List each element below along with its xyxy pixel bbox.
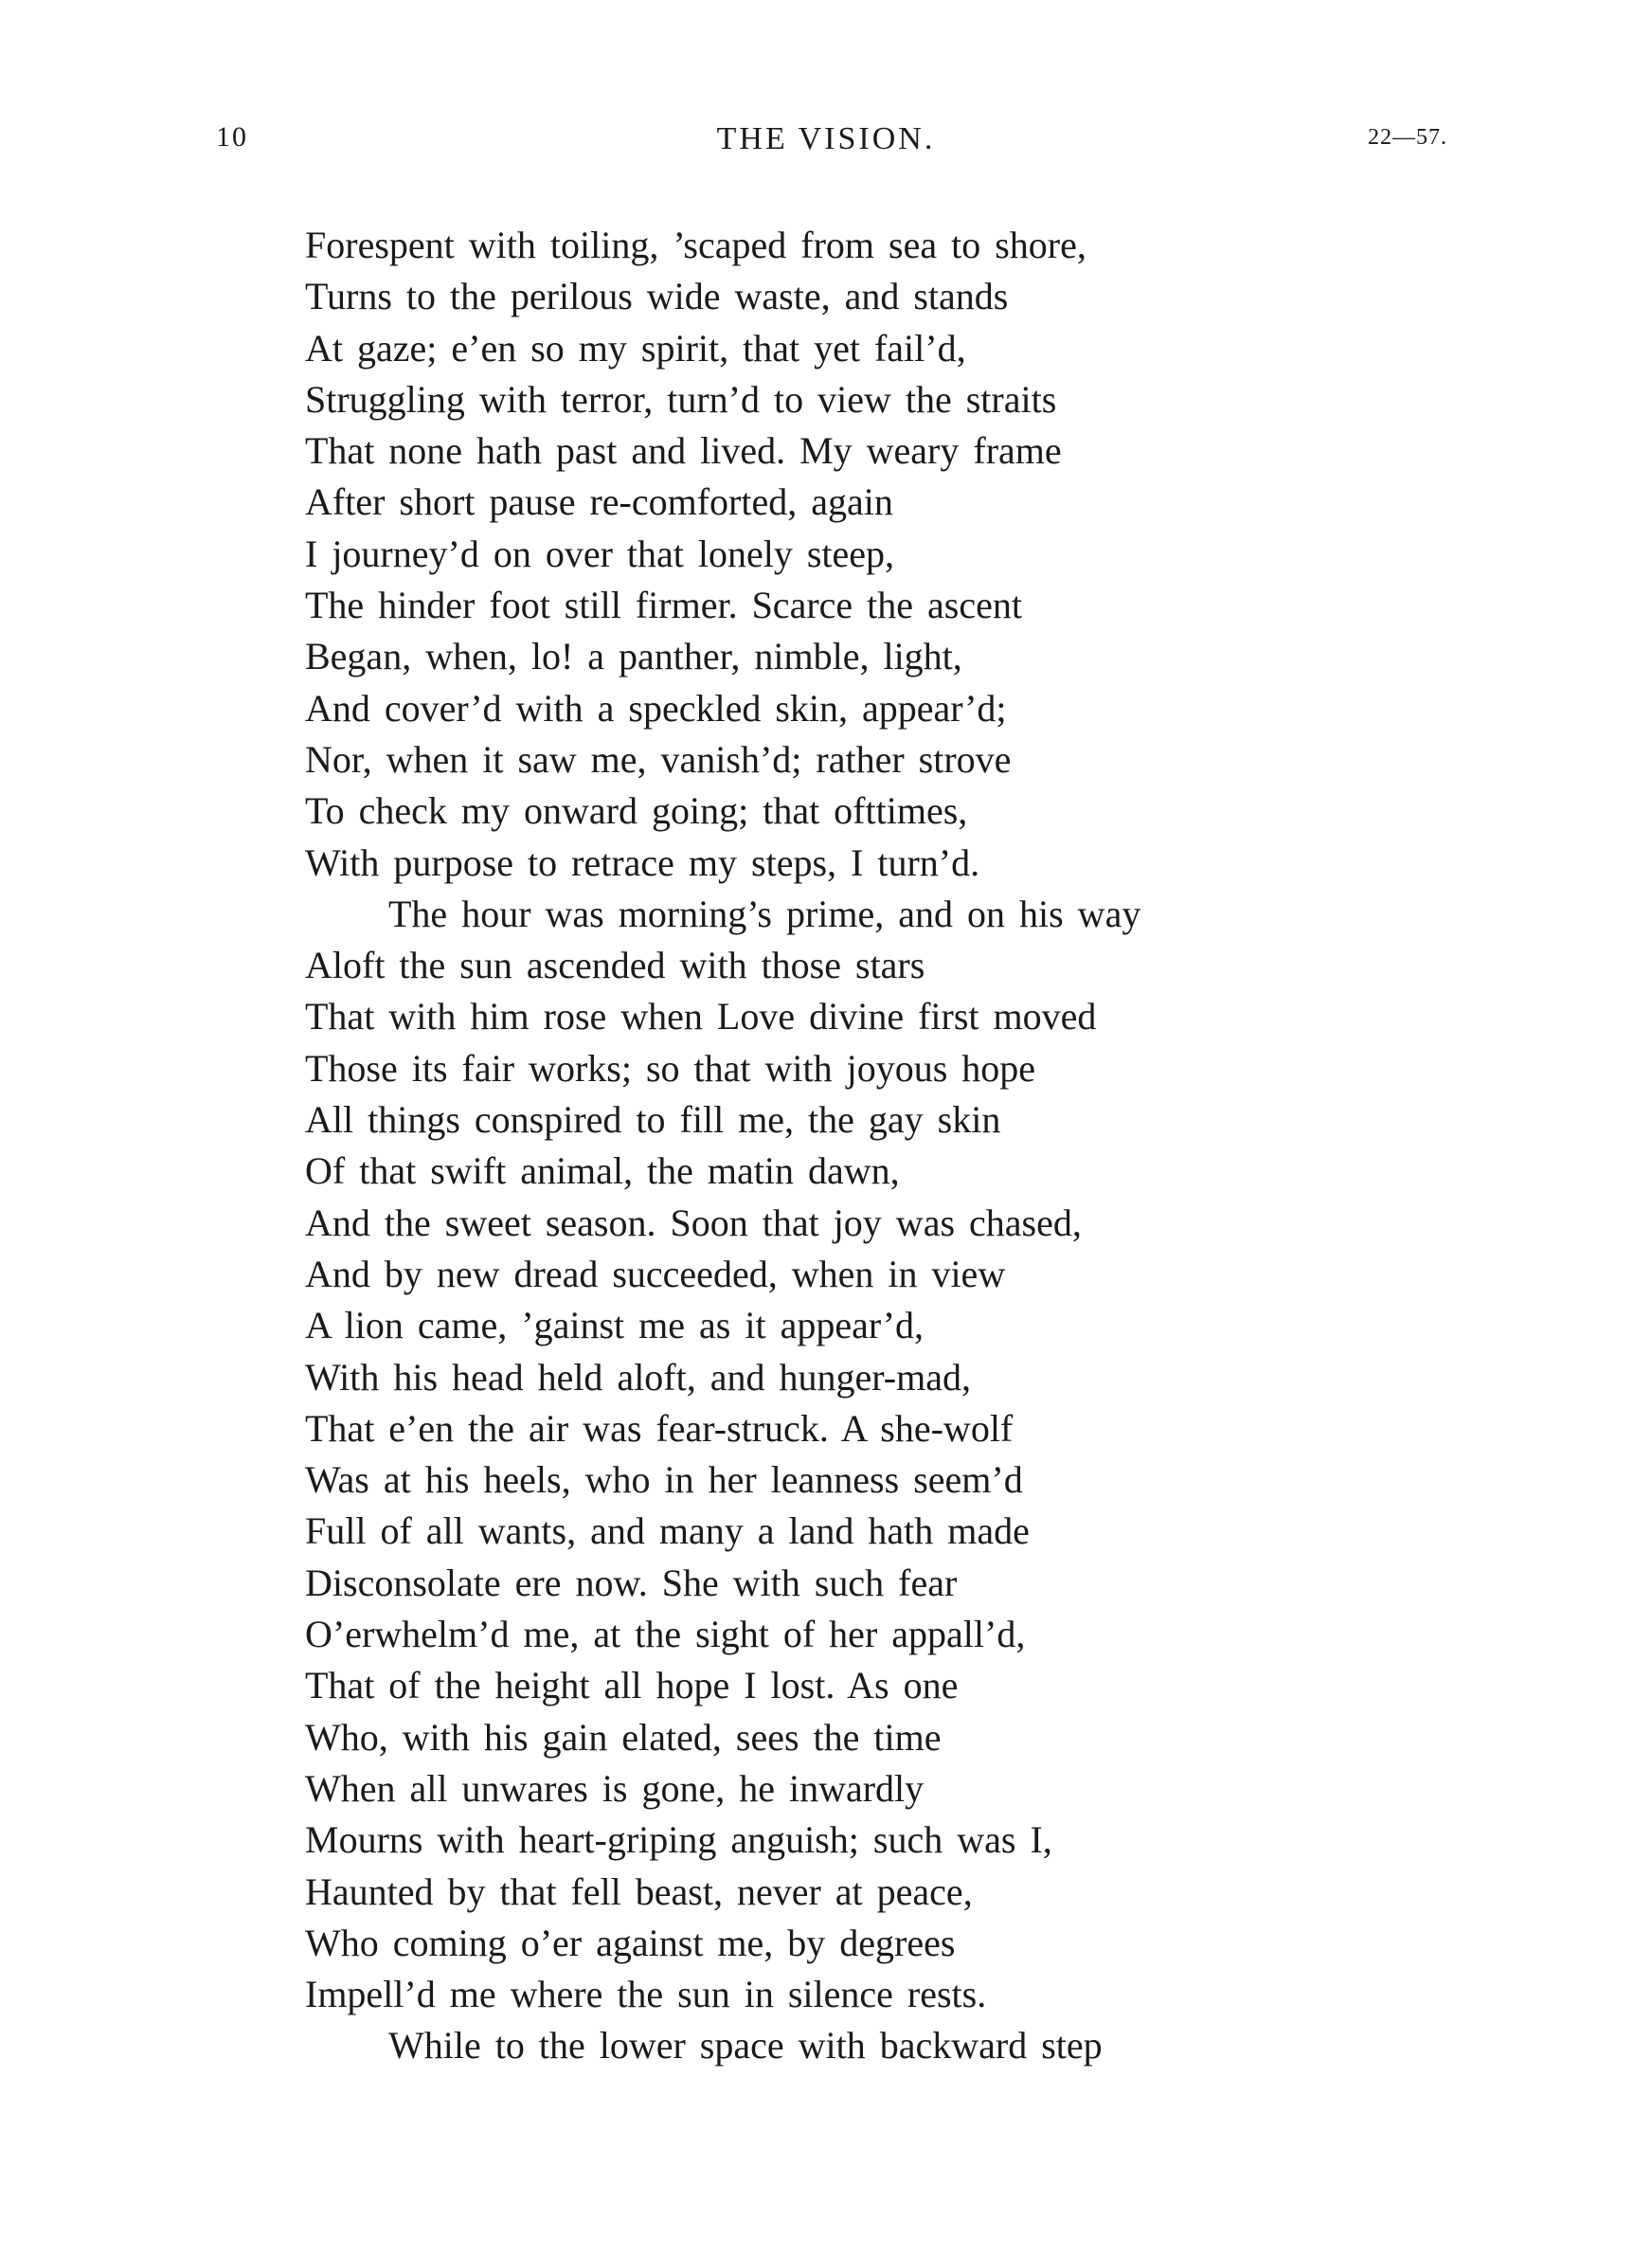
- verse-line: And cover’d with a speckled skin, appear’d;: [305, 686, 1007, 730]
- verse-line: O’erwhelm’d me, at the sight of her appall’d,: [305, 1613, 1026, 1656]
- verse-line: Who coming o’er against me, by degrees: [305, 1921, 956, 1964]
- verse-line: While to the lower space with backward step: [388, 2024, 1103, 2067]
- verse-line: Of that swift animal, the matin dawn,: [305, 1149, 900, 1193]
- verse-line: Who, with his gain elated, sees the time: [305, 1715, 942, 1759]
- page-header: [0, 121, 1652, 169]
- page-number: 10: [216, 121, 248, 153]
- verse-line: That with him rose when Love divine first moved: [305, 995, 1097, 1038]
- line-range: 22—57.: [1368, 125, 1447, 150]
- verse-line: The hour was morning’s prime, and on his way: [388, 892, 1141, 935]
- verse-line: Those its fair works; so that with joyous hope: [305, 1046, 1036, 1090]
- verse-line: Aloft the sun ascended with those stars: [305, 944, 925, 987]
- verse-line: And the sweet season. Soon that joy was chased,: [305, 1201, 1082, 1244]
- verse-line: That none hath past and lived. My weary frame: [305, 429, 1062, 473]
- verse-line: The hinder foot still firmer. Scarce the ascent: [305, 584, 1022, 627]
- verse-line: Was at his heels, who in her leanness seem’d: [305, 1458, 1023, 1502]
- verse-line: And by new dread succeeded, when in view: [305, 1252, 1006, 1295]
- verse-line: Impell’d me where the sun in silence rests.: [305, 1973, 987, 2016]
- verse-line: With purpose to retrace my steps, I turn’d.: [305, 840, 980, 884]
- verse-line: When all unwares is gone, he inwardly: [305, 1766, 925, 1810]
- verse-line: Turns to the perilous wide waste, and stands: [305, 275, 1009, 318]
- verse-line: A lion came, ’gainst me as it appear’d,: [305, 1304, 924, 1347]
- verse-line: Struggling with terror, turn’d to view the straits: [305, 377, 1057, 421]
- verse-line: At gaze; e’en so my spirit, that yet fail’d,: [305, 326, 966, 370]
- verse-line: Disconsolate ere now. She with such fear: [305, 1561, 958, 1604]
- verse-line: All things conspired to fill me, the gay skin: [305, 1098, 1001, 1142]
- verse-line: Mourns with heart-griping anguish; such was I,: [305, 1818, 1052, 1862]
- verse-line: Nor, when it saw me, vanish’d; rather strove: [305, 737, 1012, 781]
- verse-line: After short pause re-comforted, again: [305, 480, 893, 524]
- verse-line: With his head held aloft, and hunger-mad,: [305, 1355, 971, 1399]
- verse-line: Forespent with toiling, ’scaped from sea to shore,: [305, 224, 1086, 266]
- verse-line: Full of all wants, and many a land hath made: [305, 1509, 1030, 1553]
- verse-line: To check my onward going; that ofttimes,: [305, 789, 968, 833]
- verse-line: Began, when, lo! a panther, nimble, light,: [305, 635, 962, 678]
- verse-line: That e’en the air was fear-struck. A she-wolf: [305, 1406, 1014, 1450]
- verse-line: I journey’d on over that lonely steep,: [305, 532, 895, 575]
- poem-body: [305, 220, 1423, 2072]
- verse-line: That of the height all hope I lost. As one: [305, 1664, 959, 1707]
- verse-line: Haunted by that fell beast, never at peace,: [305, 1869, 973, 1913]
- running-title: THE VISION.: [716, 121, 936, 156]
